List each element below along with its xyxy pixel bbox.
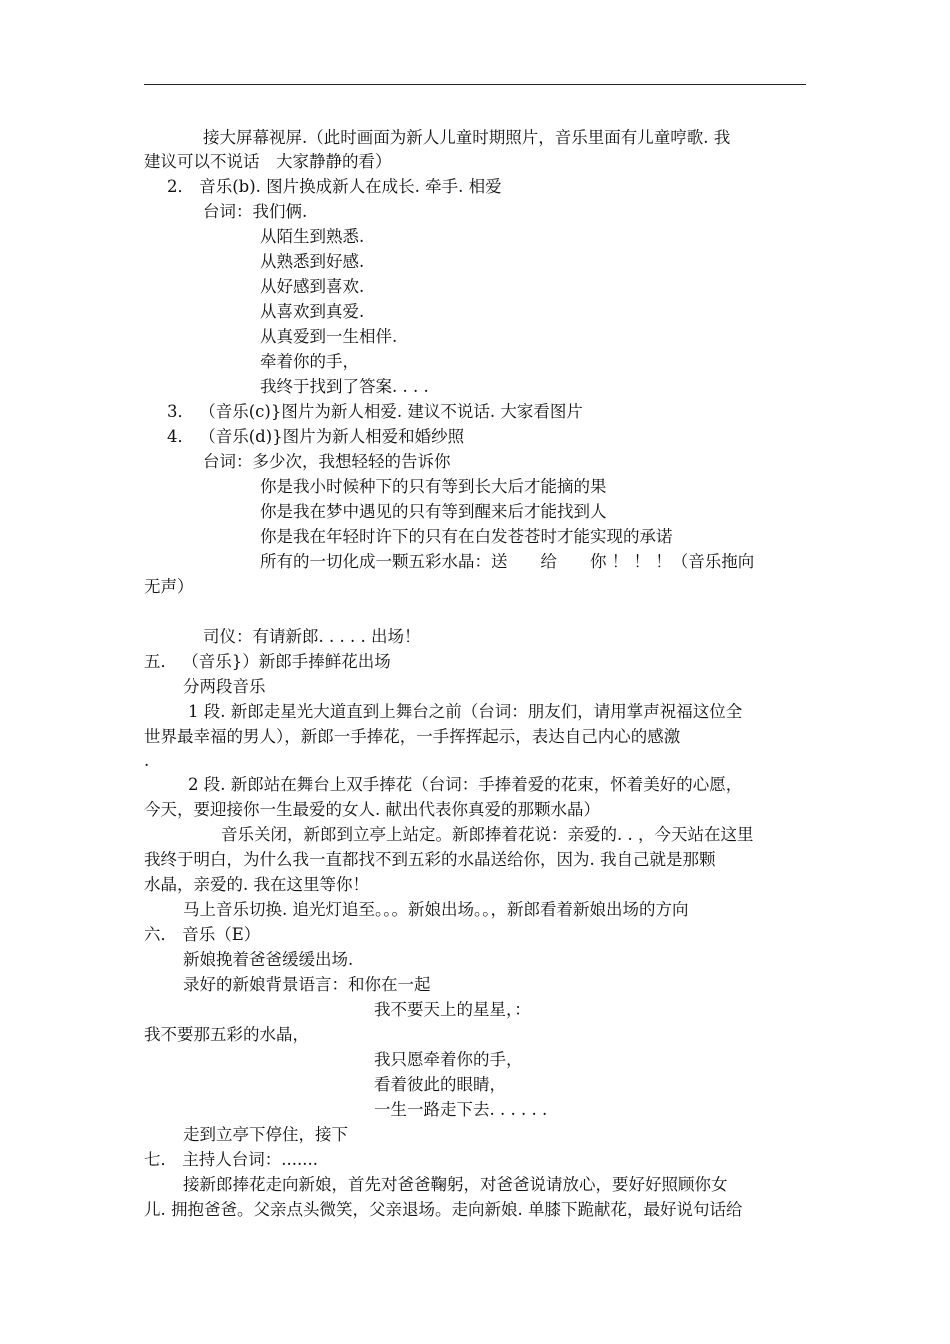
text-line: 马上音乐切换. 追光灯追至。。。新娘出场。。，新郎看着新娘出场的方向 (183, 900, 689, 919)
text-line: 你是我在年轻时许下的只有在白发苍苍时才能实现的承诺 (260, 527, 673, 546)
text-line: 录好的新娘背景语言：和你在一起 (183, 975, 431, 994)
text-line: 看着彼此的眼睛， (374, 1075, 506, 1094)
text-line: 今天，要迎接你一生最爱的女人. 献出代表你真爱的那颗水晶） (144, 800, 600, 819)
text-line: 五． （音乐}）新郎手捧鲜花出场 (144, 652, 391, 671)
text-line: 接大屏幕视屏.（此时画面为新人儿童时期照片，音乐里面有儿童哼歌. 我 (203, 128, 731, 147)
text-line: 无声） (144, 577, 194, 596)
text-line: 我终于明白，为什么我一直都找不到五彩的水晶送给你，因为. 我自己就是那颗 (144, 850, 716, 869)
text-line: 你是我小时候种下的只有等到长大后才能摘的果 (260, 477, 607, 496)
text-line: 我终于找到了答案. . . . (260, 377, 429, 396)
text-line: 接新郎捧花走向新娘，首先对爸爸鞠躬，对爸爸说请放心，要好好照顾你女 (183, 1175, 728, 1194)
text-line: 分两段音乐 (183, 677, 266, 696)
text-line: 台词：多少次，我想轻轻的告诉你 (203, 452, 451, 471)
text-line: 1 段. 新郎走星光大道直到上舞台之前（台词：朋友们，请用掌声祝福这位全 (188, 702, 743, 721)
text-line: 世界最幸福的男人），新郎一手捧花，一手挥挥起示，表达自己内心的感激 (144, 727, 681, 746)
text-line: 你是我在梦中遇见的只有等到醒来后才能找到人 (260, 502, 607, 521)
text-line: 儿. 拥抱爸爸。父亲点头微笑，父亲退场。走向新娘. 单膝下跪献花，最好说句话给 (144, 1200, 743, 1219)
text-line: 2． 音乐(b). 图片换成新人在成长. 牵手. 相爱 (167, 177, 502, 196)
text-line: 从好感到喜欢. (260, 277, 365, 296)
text-line: 走到立亭下停住，接下 (183, 1125, 348, 1144)
text-line: 我只愿牵着你的手， (374, 1050, 523, 1069)
text-line: 4． （音乐(d)}图片为新人相爱和婚纱照 (167, 427, 465, 446)
text-line: 从陌生到熟悉. (260, 227, 365, 246)
text-line: 建议可以不说话 大家静静的看） (144, 152, 392, 171)
text-line: 一生一路走下去. . . . . . (374, 1100, 548, 1119)
text-line: 司仪：有请新郎. . . . . 出场！ (203, 627, 421, 646)
text-line: 水晶，亲爱的. 我在这里等你！ (144, 875, 369, 894)
text-line: 牵着你的手， (260, 352, 359, 371)
text-line: 从真爱到一生相伴. (260, 327, 398, 346)
text-line: 六． 音乐（E） (144, 925, 261, 944)
text-line: 我不要那五彩的水晶， (144, 1025, 309, 1044)
text-line: 台词：我们俩. (203, 202, 308, 221)
header-rule (144, 84, 806, 85)
text-line: 音乐关闭，新郎到立亭上站定。新郎捧着花说：亲爱的. . ，今天站在这里 (221, 825, 754, 844)
text-line: 3． （音乐(c)}图片为新人相爱. 建议不说话. 大家看图片 (167, 402, 583, 421)
text-line: 从熟悉到好感. (260, 252, 365, 271)
text-line: 2 段. 新郎站在舞台上双手捧花（台词：手捧着爱的花束，怀着美好的心愿， (188, 775, 743, 794)
text-line: 我不要天上的星星，： (374, 1000, 531, 1019)
text-line: . (144, 751, 150, 770)
text-line: 新娘挽着爸爸缓缓出场. (183, 950, 354, 969)
text-line: 从喜欢到真爱. (260, 302, 365, 321)
text-line: 七． 主持人台词：....... (144, 1150, 318, 1169)
text-line: 所有的一切化成一颗五彩水晶：送 给 你 ！ ！ ！（音乐拖向 (260, 552, 755, 571)
